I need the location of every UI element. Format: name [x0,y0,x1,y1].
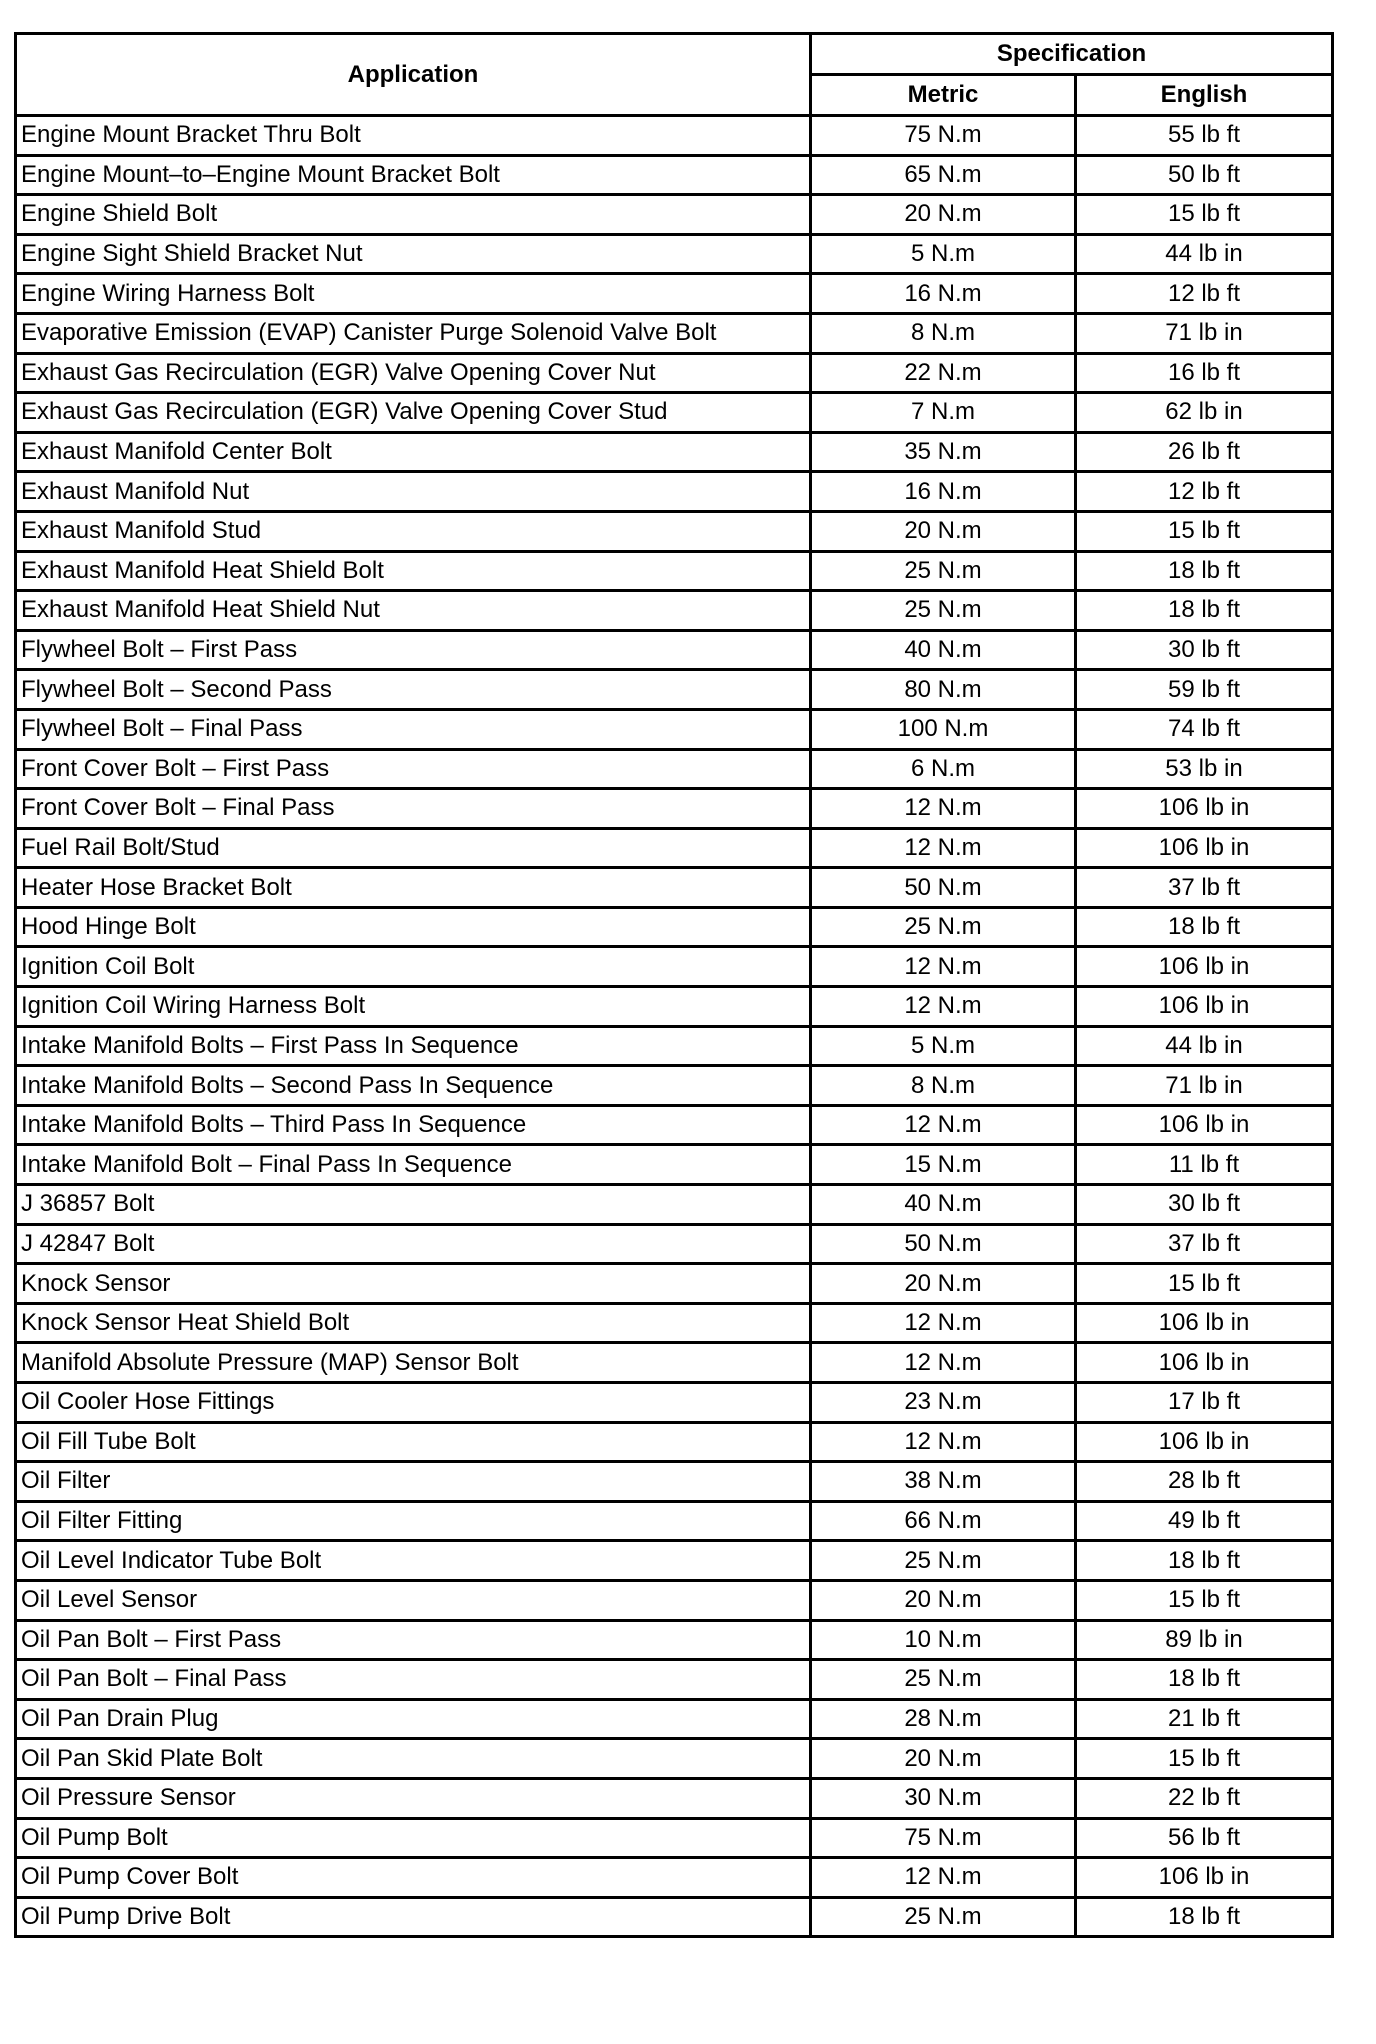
english-cell: 106 lb in [1076,789,1333,829]
metric-cell: 12 N.m [811,1343,1076,1383]
metric-cell: 20 N.m [811,1264,1076,1304]
table-row [16,1620,1333,1660]
english-cell: 89 lb in [1076,1620,1333,1660]
table-row [16,1541,1333,1581]
application-cell: Oil Pump Bolt [16,1818,811,1858]
application-cell: Fuel Rail Bolt/Stud [16,828,811,868]
metric-cell: 40 N.m [811,1185,1076,1225]
application-cell: Heater Hose Bracket Bolt [16,868,811,908]
application-cell: J 36857 Bolt [16,1185,811,1225]
metric-cell: 20 N.m [811,195,1076,235]
application-cell: Exhaust Manifold Center Bolt [16,432,811,472]
english-cell: 37 lb ft [1076,1224,1333,1264]
metric-cell: 75 N.m [811,116,1076,156]
english-cell: 106 lb in [1076,1105,1333,1145]
table-row [16,1660,1333,1700]
metric-cell: 20 N.m [811,511,1076,551]
application-cell: Flywheel Bolt – First Pass [16,630,811,670]
metric-cell: 15 N.m [811,1145,1076,1185]
table-row [16,353,1333,393]
application-cell: Engine Sight Shield Bracket Nut [16,234,811,274]
table-row [16,472,1333,512]
english-cell: 106 lb in [1076,828,1333,868]
metric-cell: 25 N.m [811,907,1076,947]
table-row [16,234,1333,274]
application-cell: Intake Manifold Bolts – Second Pass In Sequence [16,1066,811,1106]
english-column-header: English [1076,75,1333,116]
application-cell: Engine Mount–to–Engine Mount Bracket Bolt [16,155,811,195]
english-cell: 53 lb in [1076,749,1333,789]
metric-cell: 25 N.m [811,1660,1076,1700]
application-cell: Oil Pan Skid Plate Bolt [16,1739,811,1779]
english-cell: 11 lb ft [1076,1145,1333,1185]
table-row [16,789,1333,829]
metric-cell: 10 N.m [811,1620,1076,1660]
application-cell: Oil Cooler Hose Fittings [16,1383,811,1423]
english-cell: 106 lb in [1076,1858,1333,1898]
table-row [16,511,1333,551]
table-row [16,987,1333,1027]
table-row [16,195,1333,235]
table-row [16,432,1333,472]
metric-cell: 22 N.m [811,353,1076,393]
table-row [16,907,1333,947]
application-cell: Intake Manifold Bolts – Third Pass In Sequence [16,1105,811,1145]
application-cell: Oil Pan Bolt – Final Pass [16,1660,811,1700]
metric-cell: 25 N.m [811,1897,1076,1937]
table-row [16,1858,1333,1898]
table-row [16,274,1333,314]
english-cell: 21 lb ft [1076,1699,1333,1739]
application-cell: Exhaust Manifold Heat Shield Bolt [16,551,811,591]
table-row [16,1580,1333,1620]
metric-cell: 40 N.m [811,630,1076,670]
english-cell: 71 lb in [1076,313,1333,353]
application-cell: Ignition Coil Wiring Harness Bolt [16,987,811,1027]
english-cell: 56 lb ft [1076,1818,1333,1858]
application-cell: Knock Sensor [16,1264,811,1304]
metric-cell: 12 N.m [811,789,1076,829]
table-row [16,155,1333,195]
metric-cell: 35 N.m [811,432,1076,472]
torque-specification-table [14,32,1334,1938]
application-cell: Intake Manifold Bolts – First Pass In Sequence [16,1026,811,1066]
table-row [16,1778,1333,1818]
table-row [16,1343,1333,1383]
application-cell: Flywheel Bolt – Second Pass [16,670,811,710]
table-row [16,868,1333,908]
metric-cell: 25 N.m [811,591,1076,631]
english-cell: 28 lb ft [1076,1462,1333,1502]
application-cell: Oil Pan Drain Plug [16,1699,811,1739]
table-row [16,1185,1333,1225]
metric-column-header: Metric [811,75,1076,116]
table-row [16,1462,1333,1502]
table-body [16,116,1333,1937]
table-row [16,1303,1333,1343]
metric-cell: 12 N.m [811,1105,1076,1145]
english-cell: 106 lb in [1076,947,1333,987]
application-cell: Exhaust Gas Recirculation (EGR) Valve Opening Cover Nut [16,353,811,393]
table-row [16,1739,1333,1779]
metric-cell: 12 N.m [811,828,1076,868]
metric-cell: 12 N.m [811,1858,1076,1898]
application-cell: Oil Level Indicator Tube Bolt [16,1541,811,1581]
table-row [16,1501,1333,1541]
application-cell: Oil Pump Drive Bolt [16,1897,811,1937]
metric-cell: 28 N.m [811,1699,1076,1739]
english-cell: 44 lb in [1076,234,1333,274]
english-cell: 16 lb ft [1076,353,1333,393]
english-cell: 15 lb ft [1076,1264,1333,1304]
table-row [16,551,1333,591]
application-cell: Front Cover Bolt – First Pass [16,749,811,789]
metric-cell: 65 N.m [811,155,1076,195]
application-cell: Oil Level Sensor [16,1580,811,1620]
metric-cell: 12 N.m [811,987,1076,1027]
metric-cell: 12 N.m [811,947,1076,987]
metric-cell: 16 N.m [811,274,1076,314]
table-row [16,1422,1333,1462]
metric-cell: 16 N.m [811,472,1076,512]
english-cell: 18 lb ft [1076,1897,1333,1937]
english-cell: 22 lb ft [1076,1778,1333,1818]
english-cell: 17 lb ft [1076,1383,1333,1423]
english-cell: 37 lb ft [1076,868,1333,908]
metric-cell: 8 N.m [811,313,1076,353]
table-row [16,116,1333,156]
english-cell: 106 lb in [1076,1422,1333,1462]
table-row [16,1145,1333,1185]
application-cell: Evaporative Emission (EVAP) Canister Purge Solenoid Valve Bolt [16,313,811,353]
english-cell: 18 lb ft [1076,1660,1333,1700]
table-row [16,1105,1333,1145]
application-cell: Intake Manifold Bolt – Final Pass In Sequence [16,1145,811,1185]
english-cell: 15 lb ft [1076,195,1333,235]
metric-cell: 25 N.m [811,551,1076,591]
table-row [16,393,1333,433]
english-cell: 106 lb in [1076,1343,1333,1383]
application-cell: Front Cover Bolt – Final Pass [16,789,811,829]
metric-cell: 25 N.m [811,1541,1076,1581]
english-cell: 74 lb ft [1076,709,1333,749]
table-row [16,1264,1333,1304]
metric-cell: 38 N.m [811,1462,1076,1502]
metric-cell: 6 N.m [811,749,1076,789]
english-cell: 62 lb in [1076,393,1333,433]
table-row [16,1026,1333,1066]
english-cell: 18 lb ft [1076,1541,1333,1581]
english-cell: 49 lb ft [1076,1501,1333,1541]
metric-cell: 20 N.m [811,1580,1076,1620]
application-cell: Manifold Absolute Pressure (MAP) Sensor Bolt [16,1343,811,1383]
application-cell: Ignition Coil Bolt [16,947,811,987]
metric-cell: 75 N.m [811,1818,1076,1858]
table-row [16,1699,1333,1739]
table-row [16,709,1333,749]
table-row [16,828,1333,868]
application-cell: Exhaust Gas Recirculation (EGR) Valve Opening Cover Stud [16,393,811,433]
english-cell: 12 lb ft [1076,472,1333,512]
metric-cell: 5 N.m [811,1026,1076,1066]
metric-cell: 5 N.m [811,234,1076,274]
english-cell: 50 lb ft [1076,155,1333,195]
application-column-header: Application [16,34,811,116]
metric-cell: 80 N.m [811,670,1076,710]
metric-cell: 12 N.m [811,1422,1076,1462]
english-cell: 18 lb ft [1076,907,1333,947]
english-cell: 26 lb ft [1076,432,1333,472]
metric-cell: 100 N.m [811,709,1076,749]
table-row [16,630,1333,670]
english-cell: 15 lb ft [1076,1580,1333,1620]
english-cell: 44 lb in [1076,1026,1333,1066]
metric-cell: 50 N.m [811,1224,1076,1264]
english-cell: 106 lb in [1076,987,1333,1027]
metric-cell: 7 N.m [811,393,1076,433]
english-cell: 15 lb ft [1076,1739,1333,1779]
english-cell: 71 lb in [1076,1066,1333,1106]
english-cell: 15 lb ft [1076,511,1333,551]
application-cell: Exhaust Manifold Nut [16,472,811,512]
table-row [16,947,1333,987]
table-row [16,670,1333,710]
application-cell: Engine Wiring Harness Bolt [16,274,811,314]
application-cell: Oil Fill Tube Bolt [16,1422,811,1462]
table-row [16,1897,1333,1937]
application-cell: Oil Pressure Sensor [16,1778,811,1818]
english-cell: 18 lb ft [1076,591,1333,631]
application-cell: Exhaust Manifold Stud [16,511,811,551]
english-cell: 30 lb ft [1076,630,1333,670]
application-cell: Oil Filter [16,1462,811,1502]
english-cell: 106 lb in [1076,1303,1333,1343]
application-cell: Oil Pan Bolt – First Pass [16,1620,811,1660]
table-row [16,591,1333,631]
table-row [16,1224,1333,1264]
table-row [16,749,1333,789]
table-row [16,1818,1333,1858]
application-cell: Oil Filter Fitting [16,1501,811,1541]
application-cell: Flywheel Bolt – Final Pass [16,709,811,749]
metric-cell: 66 N.m [811,1501,1076,1541]
application-cell: Knock Sensor Heat Shield Bolt [16,1303,811,1343]
metric-cell: 20 N.m [811,1739,1076,1779]
application-cell: Engine Mount Bracket Thru Bolt [16,116,811,156]
metric-cell: 12 N.m [811,1303,1076,1343]
metric-cell: 30 N.m [811,1778,1076,1818]
english-cell: 30 lb ft [1076,1185,1333,1225]
table-row [16,1066,1333,1106]
application-cell: J 42847 Bolt [16,1224,811,1264]
header-row-top [16,34,1333,75]
table-row [16,313,1333,353]
english-cell: 59 lb ft [1076,670,1333,710]
metric-cell: 23 N.m [811,1383,1076,1423]
english-cell: 12 lb ft [1076,274,1333,314]
application-cell: Engine Shield Bolt [16,195,811,235]
metric-cell: 50 N.m [811,868,1076,908]
table-row [16,1383,1333,1423]
english-cell: 18 lb ft [1076,551,1333,591]
specification-group-header: Specification [811,34,1333,75]
metric-cell: 8 N.m [811,1066,1076,1106]
table-header [16,34,1333,116]
application-cell: Hood Hinge Bolt [16,907,811,947]
application-cell: Exhaust Manifold Heat Shield Nut [16,591,811,631]
english-cell: 55 lb ft [1076,116,1333,156]
application-cell: Oil Pump Cover Bolt [16,1858,811,1898]
